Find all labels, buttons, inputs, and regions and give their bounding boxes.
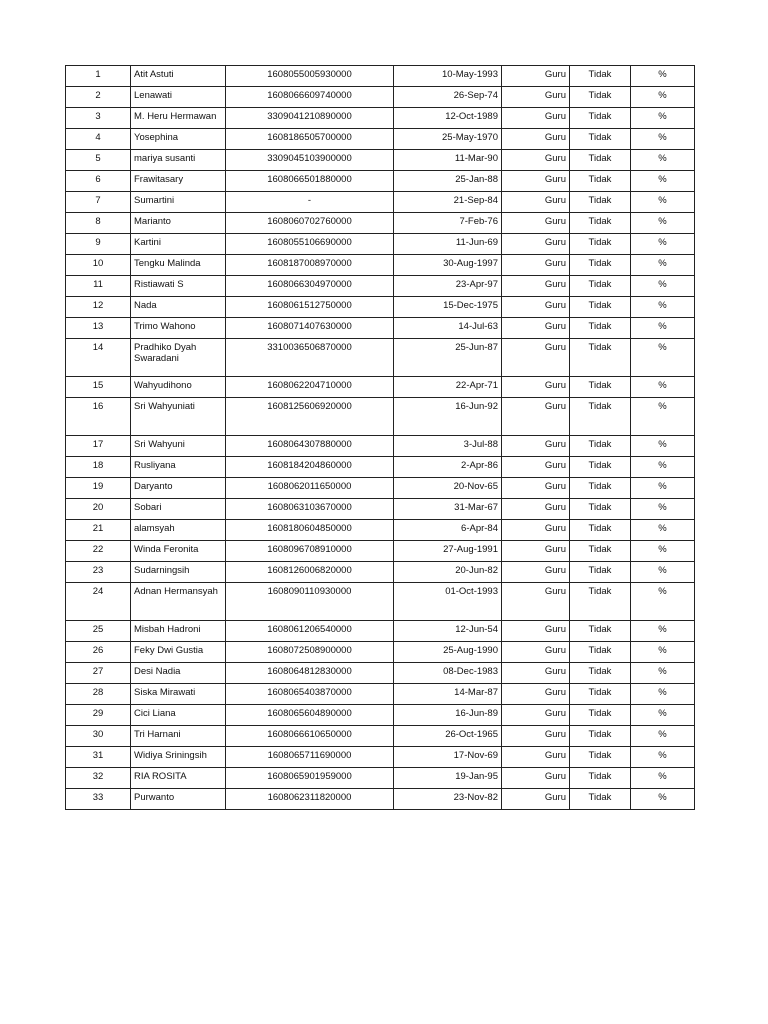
table-row: [66, 642, 695, 663]
row-number-cell: 26: [66, 642, 131, 663]
teacher-name-cell: Yosephina: [131, 129, 226, 150]
percent-cell: %: [631, 297, 695, 318]
row-number-cell: 6: [66, 171, 131, 192]
occupation-cell: Guru: [502, 213, 570, 234]
table-row: [66, 108, 695, 129]
table-row: [66, 339, 695, 377]
birth-date-cell: 25-May-1970: [394, 129, 502, 150]
id-number-cell: 1608064812830000: [226, 663, 394, 684]
percent-cell: %: [631, 129, 695, 150]
status-cell: Tidak: [570, 747, 631, 768]
id-number-cell: 1608090110930000: [226, 583, 394, 621]
occupation-cell: Guru: [502, 192, 570, 213]
status-cell: Tidak: [570, 768, 631, 789]
table-row: [66, 789, 695, 810]
table-row: [66, 520, 695, 541]
teacher-name-cell: Pradhiko Dyah Swaradani: [131, 339, 226, 377]
percent-cell: %: [631, 66, 695, 87]
percent-cell: %: [631, 436, 695, 457]
birth-date-cell: 21-Sep-84: [394, 192, 502, 213]
row-number-cell: 32: [66, 768, 131, 789]
table-row: [66, 276, 695, 297]
teacher-name-cell: alamsyah: [131, 520, 226, 541]
occupation-cell: Guru: [502, 276, 570, 297]
teacher-name-cell: Purwanto: [131, 789, 226, 810]
percent-cell: %: [631, 562, 695, 583]
id-number-cell: 1608180604850000: [226, 520, 394, 541]
percent-cell: %: [631, 642, 695, 663]
birth-date-cell: 11-Mar-90: [394, 150, 502, 171]
row-number-cell: 4: [66, 129, 131, 150]
teacher-name-cell: Tengku Malinda: [131, 255, 226, 276]
row-number-cell: 31: [66, 747, 131, 768]
id-number-cell: 1608065901959000: [226, 768, 394, 789]
table-row: [66, 213, 695, 234]
row-number-cell: 10: [66, 255, 131, 276]
table-row: [66, 705, 695, 726]
row-number-cell: 24: [66, 583, 131, 621]
row-number-cell: 18: [66, 457, 131, 478]
teacher-name-cell: Cici Liana: [131, 705, 226, 726]
id-number-cell: -: [226, 192, 394, 213]
row-number-cell: 19: [66, 478, 131, 499]
birth-date-cell: 16-Jun-89: [394, 705, 502, 726]
birth-date-cell: 12-Jun-54: [394, 621, 502, 642]
table-body: [66, 66, 695, 810]
table-row: [66, 583, 695, 621]
teacher-name-cell: Marianto: [131, 213, 226, 234]
occupation-cell: Guru: [502, 705, 570, 726]
teacher-name-cell: Widiya Sriningsih: [131, 747, 226, 768]
table-row: [66, 747, 695, 768]
percent-cell: %: [631, 747, 695, 768]
table-row: [66, 171, 695, 192]
id-number-cell: 1608063103670000: [226, 499, 394, 520]
occupation-cell: Guru: [502, 66, 570, 87]
percent-cell: %: [631, 377, 695, 398]
status-cell: Tidak: [570, 457, 631, 478]
table-row: [66, 562, 695, 583]
status-cell: Tidak: [570, 541, 631, 562]
row-number-cell: 2: [66, 87, 131, 108]
id-number-cell: 1608062204710000: [226, 377, 394, 398]
birth-date-cell: 23-Nov-82: [394, 789, 502, 810]
row-number-cell: 25: [66, 621, 131, 642]
status-cell: Tidak: [570, 663, 631, 684]
status-cell: Tidak: [570, 398, 631, 436]
birth-date-cell: 23-Apr-97: [394, 276, 502, 297]
table-row: [66, 192, 695, 213]
teacher-name-cell: Nada: [131, 297, 226, 318]
teacher-name-cell: Desi Nadia: [131, 663, 226, 684]
id-number-cell: 1608184204860000: [226, 457, 394, 478]
birth-date-cell: 26-Sep-74: [394, 87, 502, 108]
table-row: [66, 663, 695, 684]
row-number-cell: 28: [66, 684, 131, 705]
status-cell: Tidak: [570, 150, 631, 171]
id-number-cell: 1608064307880000: [226, 436, 394, 457]
status-cell: Tidak: [570, 297, 631, 318]
status-cell: Tidak: [570, 377, 631, 398]
teacher-name-cell: Siska Mirawati: [131, 684, 226, 705]
row-number-cell: 12: [66, 297, 131, 318]
id-number-cell: 1608062011650000: [226, 478, 394, 499]
teacher-name-cell: Rusliyana: [131, 457, 226, 478]
percent-cell: %: [631, 583, 695, 621]
id-number-cell: 1608061206540000: [226, 621, 394, 642]
teacher-name-cell: Ristiawati S: [131, 276, 226, 297]
table-row: [66, 255, 695, 276]
occupation-cell: Guru: [502, 583, 570, 621]
row-number-cell: 8: [66, 213, 131, 234]
id-number-cell: 1608071407630000: [226, 318, 394, 339]
status-cell: Tidak: [570, 705, 631, 726]
row-number-cell: 11: [66, 276, 131, 297]
row-number-cell: 16: [66, 398, 131, 436]
row-number-cell: 27: [66, 663, 131, 684]
percent-cell: %: [631, 684, 695, 705]
occupation-cell: Guru: [502, 726, 570, 747]
row-number-cell: 21: [66, 520, 131, 541]
teacher-name-cell: Lenawati: [131, 87, 226, 108]
birth-date-cell: 25-Aug-1990: [394, 642, 502, 663]
teacher-name-cell: M. Heru Hermawan: [131, 108, 226, 129]
percent-cell: %: [631, 705, 695, 726]
percent-cell: %: [631, 171, 695, 192]
birth-date-cell: 6-Apr-84: [394, 520, 502, 541]
birth-date-cell: 7-Feb-76: [394, 213, 502, 234]
table-row: [66, 129, 695, 150]
teacher-name-cell: Sumartini: [131, 192, 226, 213]
occupation-cell: Guru: [502, 621, 570, 642]
occupation-cell: Guru: [502, 297, 570, 318]
occupation-cell: Guru: [502, 499, 570, 520]
row-number-cell: 7: [66, 192, 131, 213]
occupation-cell: Guru: [502, 87, 570, 108]
table-row: [66, 436, 695, 457]
row-number-cell: 33: [66, 789, 131, 810]
id-number-cell: 1608187008970000: [226, 255, 394, 276]
percent-cell: %: [631, 478, 695, 499]
id-number-cell: 1608062311820000: [226, 789, 394, 810]
percent-cell: %: [631, 150, 695, 171]
id-number-cell: 3309041210890000: [226, 108, 394, 129]
percent-cell: %: [631, 726, 695, 747]
table-row: [66, 457, 695, 478]
birth-date-cell: 3-Jul-88: [394, 436, 502, 457]
birth-date-cell: 19-Jan-95: [394, 768, 502, 789]
status-cell: Tidak: [570, 684, 631, 705]
occupation-cell: Guru: [502, 377, 570, 398]
birth-date-cell: 17-Nov-69: [394, 747, 502, 768]
status-cell: Tidak: [570, 108, 631, 129]
occupation-cell: Guru: [502, 642, 570, 663]
table-row: [66, 377, 695, 398]
row-number-cell: 3: [66, 108, 131, 129]
id-number-cell: 1608066609740000: [226, 87, 394, 108]
table-row: [66, 87, 695, 108]
id-number-cell: 3310036506870000: [226, 339, 394, 377]
percent-cell: %: [631, 318, 695, 339]
occupation-cell: Guru: [502, 150, 570, 171]
occupation-cell: Guru: [502, 747, 570, 768]
percent-cell: %: [631, 768, 695, 789]
status-cell: Tidak: [570, 255, 631, 276]
row-number-cell: 13: [66, 318, 131, 339]
id-number-cell: 1608055106690000: [226, 234, 394, 255]
percent-cell: %: [631, 499, 695, 520]
row-number-cell: 14: [66, 339, 131, 377]
teacher-name-cell: Atit Astuti: [131, 66, 226, 87]
status-cell: Tidak: [570, 213, 631, 234]
percent-cell: %: [631, 457, 695, 478]
status-cell: Tidak: [570, 436, 631, 457]
table-row: [66, 297, 695, 318]
teacher-name-cell: Adnan Hermansyah: [131, 583, 226, 621]
occupation-cell: Guru: [502, 541, 570, 562]
status-cell: Tidak: [570, 234, 631, 255]
status-cell: Tidak: [570, 583, 631, 621]
table-row: [66, 150, 695, 171]
table-row: [66, 66, 695, 87]
id-number-cell: 1608061512750000: [226, 297, 394, 318]
percent-cell: %: [631, 541, 695, 562]
percent-cell: %: [631, 234, 695, 255]
id-number-cell: 1608055005930000: [226, 66, 394, 87]
occupation-cell: Guru: [502, 255, 570, 276]
birth-date-cell: 11-Jun-69: [394, 234, 502, 255]
id-number-cell: 1608096708910000: [226, 541, 394, 562]
table-row: [66, 318, 695, 339]
status-cell: Tidak: [570, 192, 631, 213]
status-cell: Tidak: [570, 621, 631, 642]
birth-date-cell: 16-Jun-92: [394, 398, 502, 436]
id-number-cell: 1608065604890000: [226, 705, 394, 726]
row-number-cell: 1: [66, 66, 131, 87]
percent-cell: %: [631, 663, 695, 684]
birth-date-cell: 26-Oct-1965: [394, 726, 502, 747]
teacher-name-cell: Sobari: [131, 499, 226, 520]
row-number-cell: 29: [66, 705, 131, 726]
birth-date-cell: 30-Aug-1997: [394, 255, 502, 276]
status-cell: Tidak: [570, 562, 631, 583]
occupation-cell: Guru: [502, 789, 570, 810]
table-row: [66, 621, 695, 642]
row-number-cell: 17: [66, 436, 131, 457]
status-cell: Tidak: [570, 87, 631, 108]
occupation-cell: Guru: [502, 478, 570, 499]
teacher-name-cell: Misbah Hadroni: [131, 621, 226, 642]
row-number-cell: 22: [66, 541, 131, 562]
birth-date-cell: 2-Apr-86: [394, 457, 502, 478]
occupation-cell: Guru: [502, 562, 570, 583]
teacher-name-cell: Feky Dwi Gustia: [131, 642, 226, 663]
status-cell: Tidak: [570, 66, 631, 87]
status-cell: Tidak: [570, 478, 631, 499]
table-row: [66, 768, 695, 789]
occupation-cell: Guru: [502, 520, 570, 541]
percent-cell: %: [631, 192, 695, 213]
table-row: [66, 499, 695, 520]
teacher-name-cell: Tri Harnani: [131, 726, 226, 747]
percent-cell: %: [631, 339, 695, 377]
id-number-cell: 1608065711690000: [226, 747, 394, 768]
table-row: [66, 726, 695, 747]
row-number-cell: 30: [66, 726, 131, 747]
row-number-cell: 9: [66, 234, 131, 255]
teacher-name-cell: Kartini: [131, 234, 226, 255]
birth-date-cell: 27-Aug-1991: [394, 541, 502, 562]
status-cell: Tidak: [570, 339, 631, 377]
status-cell: Tidak: [570, 171, 631, 192]
birth-date-cell: 15-Dec-1975: [394, 297, 502, 318]
birth-date-cell: 25-Jun-87: [394, 339, 502, 377]
id-number-cell: 3309045103900000: [226, 150, 394, 171]
percent-cell: %: [631, 621, 695, 642]
birth-date-cell: 14-Jul-63: [394, 318, 502, 339]
status-cell: Tidak: [570, 642, 631, 663]
table-row: [66, 234, 695, 255]
birth-date-cell: 14-Mar-87: [394, 684, 502, 705]
occupation-cell: Guru: [502, 129, 570, 150]
birth-date-cell: 22-Apr-71: [394, 377, 502, 398]
teacher-name-cell: Winda Feronita: [131, 541, 226, 562]
percent-cell: %: [631, 213, 695, 234]
status-cell: Tidak: [570, 520, 631, 541]
status-cell: Tidak: [570, 129, 631, 150]
teacher-name-cell: Sudarningsih: [131, 562, 226, 583]
occupation-cell: Guru: [502, 663, 570, 684]
occupation-cell: Guru: [502, 398, 570, 436]
percent-cell: %: [631, 276, 695, 297]
table-row: [66, 478, 695, 499]
table-row: [66, 684, 695, 705]
id-number-cell: 1608066501880000: [226, 171, 394, 192]
id-number-cell: 1608066610650000: [226, 726, 394, 747]
occupation-cell: Guru: [502, 234, 570, 255]
teacher-data-table: [65, 65, 695, 810]
occupation-cell: Guru: [502, 768, 570, 789]
status-cell: Tidak: [570, 726, 631, 747]
status-cell: Tidak: [570, 276, 631, 297]
teacher-name-cell: Daryanto: [131, 478, 226, 499]
birth-date-cell: 31-Mar-67: [394, 499, 502, 520]
teacher-name-cell: Frawitasary: [131, 171, 226, 192]
occupation-cell: Guru: [502, 339, 570, 377]
id-number-cell: 1608065403870000: [226, 684, 394, 705]
occupation-cell: Guru: [502, 457, 570, 478]
id-number-cell: 1608126006820000: [226, 562, 394, 583]
birth-date-cell: 01-Oct-1993: [394, 583, 502, 621]
status-cell: Tidak: [570, 318, 631, 339]
occupation-cell: Guru: [502, 318, 570, 339]
teacher-name-cell: Sri Wahyuniati: [131, 398, 226, 436]
percent-cell: %: [631, 398, 695, 436]
percent-cell: %: [631, 108, 695, 129]
birth-date-cell: 08-Dec-1983: [394, 663, 502, 684]
birth-date-cell: 25-Jan-88: [394, 171, 502, 192]
birth-date-cell: 20-Jun-82: [394, 562, 502, 583]
row-number-cell: 20: [66, 499, 131, 520]
percent-cell: %: [631, 255, 695, 276]
teacher-name-cell: Trimo Wahono: [131, 318, 226, 339]
occupation-cell: Guru: [502, 436, 570, 457]
birth-date-cell: 10-May-1993: [394, 66, 502, 87]
id-number-cell: 1608072508900000: [226, 642, 394, 663]
occupation-cell: Guru: [502, 171, 570, 192]
occupation-cell: Guru: [502, 108, 570, 129]
birth-date-cell: 12-Oct-1989: [394, 108, 502, 129]
id-number-cell: 1608066304970000: [226, 276, 394, 297]
row-number-cell: 5: [66, 150, 131, 171]
teacher-name-cell: Sri Wahyuni: [131, 436, 226, 457]
id-number-cell: 1608060702760000: [226, 213, 394, 234]
id-number-cell: 1608125606920000: [226, 398, 394, 436]
status-cell: Tidak: [570, 499, 631, 520]
row-number-cell: 15: [66, 377, 131, 398]
birth-date-cell: 20-Nov-65: [394, 478, 502, 499]
teacher-name-cell: mariya susanti: [131, 150, 226, 171]
percent-cell: %: [631, 789, 695, 810]
id-number-cell: 1608186505700000: [226, 129, 394, 150]
row-number-cell: 23: [66, 562, 131, 583]
teacher-name-cell: RIA ROSITA: [131, 768, 226, 789]
percent-cell: %: [631, 87, 695, 108]
percent-cell: %: [631, 520, 695, 541]
occupation-cell: Guru: [502, 684, 570, 705]
teacher-name-cell: Wahyudihono: [131, 377, 226, 398]
status-cell: Tidak: [570, 789, 631, 810]
table-row: [66, 398, 695, 436]
table-row: [66, 541, 695, 562]
